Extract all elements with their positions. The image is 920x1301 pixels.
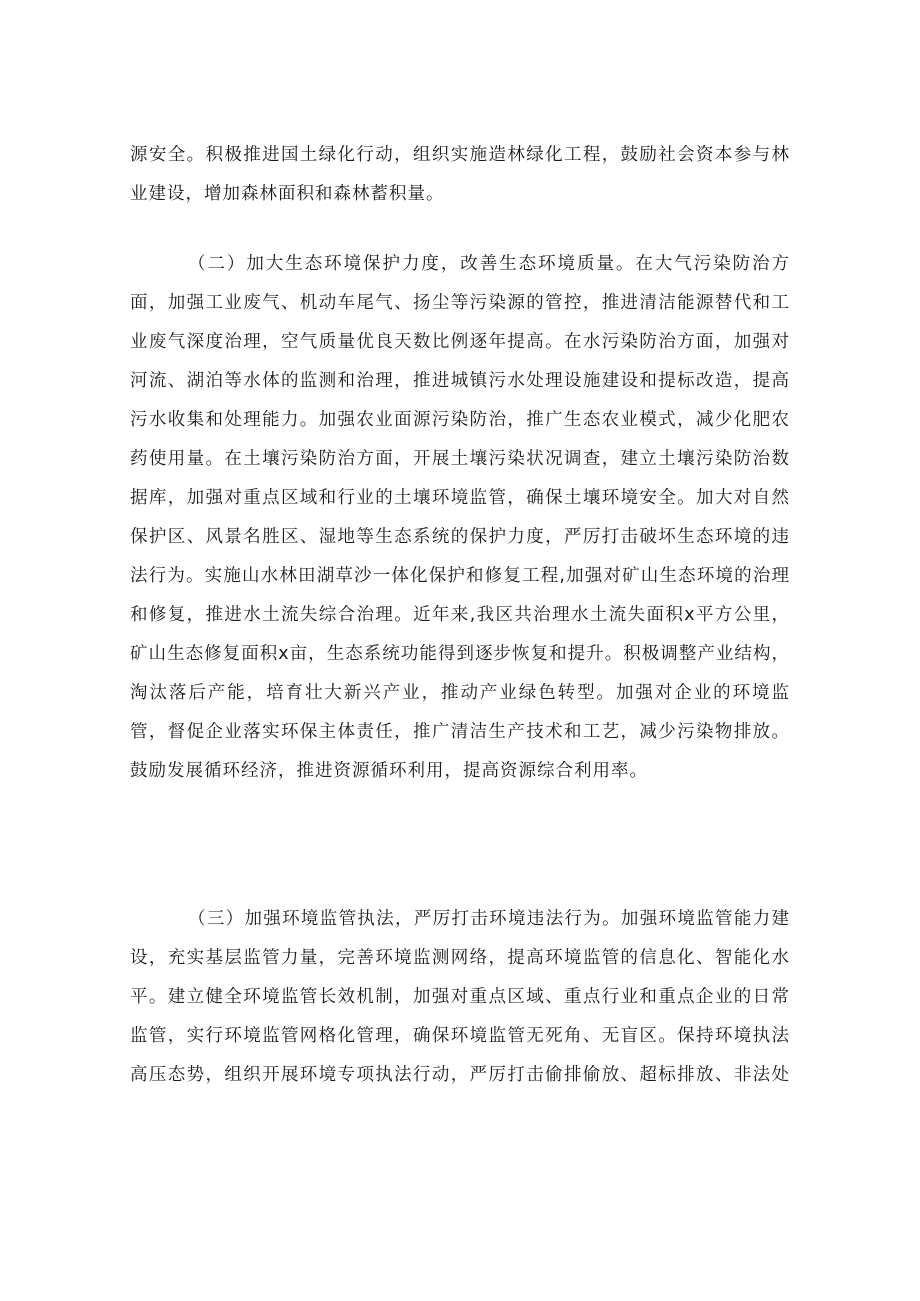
text-line: 平。建立健全环境监管长效机制，加强对重点区域、重点行业和重点企业的日常 <box>130 987 790 1007</box>
text-line: 源安全。积极推进国土绿化行动，组织实施造林绿化工程，鼓励社会资本参与林 <box>130 145 790 165</box>
text-line: 监管，实行环境监管网格化管理，确保环境监管无死角、无盲区。保持环境执法 <box>130 1026 790 1046</box>
text-line: 业建设，增加森林面积和森林蓄积量。 <box>130 184 445 204</box>
text-line: 面，加强工业废气、机动车尾气、扬尘等污染源的管控，推进清洁能源替代和工 <box>130 293 790 313</box>
text-line: 法行为。实施山水林田湖草沙一体化保护和修复工程,加强对矿山生态环境的治理 <box>130 566 790 586</box>
text-line: 保护区、风景名胜区、湿地等生态系统的保护力度，严厉打击破坏生态环境的违 <box>130 527 790 547</box>
text-line: 管，督促企业落实环保主体责任，推广清洁生产技术和工艺，减少污染物排放。 <box>130 722 790 742</box>
text-line: （三）加强环境监管执法，严厉打击环境违法行为。加强环境监管能力建 <box>188 909 790 929</box>
text-line: 淘汰落后产能，培育壮大新兴产业，推动产业绿色转型。加强对企业的环境监 <box>130 683 790 703</box>
text-line: 据库，加强对重点区域和行业的土壤环境监管，确保土壤环境安全。加大对自然 <box>130 488 790 508</box>
text-line: 河流、湖泊等水体的监测和治理，推进城镇污水处理设施建设和提标改造，提高 <box>130 371 790 391</box>
text-line: 矿山生态修复面积x亩，生态系统功能得到逐步恢复和提升。积极调整产业结构， <box>130 644 790 664</box>
text-line: 和修复，推进水土流失综合治理。近年来,我区共治理水土流失面积x平方公里， <box>130 605 790 625</box>
text-line: 设，充实基层监管力量，完善环境监测网络，提高环境监管的信息化、智能化水 <box>130 948 790 968</box>
paragraph-section-3 <box>130 900 790 1095</box>
text-line: 污水收集和处理能力。加强农业面源污染防治，推广生态农业模式，减少化肥农 <box>130 410 790 430</box>
paragraph-continuation <box>130 136 790 214</box>
text-line: 药使用量。在土壤污染防治方面，开展土壤污染状况调查，建立土壤污染防治数 <box>130 449 790 469</box>
text-line: 业废气深度治理，空气质量优良天数比例逐年提高。在水污染防治方面，加强对 <box>130 332 790 352</box>
text-line: 高压态势，组织开展环境专项执法行动，严厉打击偷排偷放、超标排放、非法处 <box>130 1065 790 1085</box>
text-line: 鼓励发展循环经济，推进资源循环利用，提高资源综合利用率。 <box>130 761 648 781</box>
text-line: （二）加大生态环境保护力度，改善生态环境质量。在大气污染防治方 <box>188 254 790 274</box>
paragraph-section-2 <box>130 245 790 791</box>
